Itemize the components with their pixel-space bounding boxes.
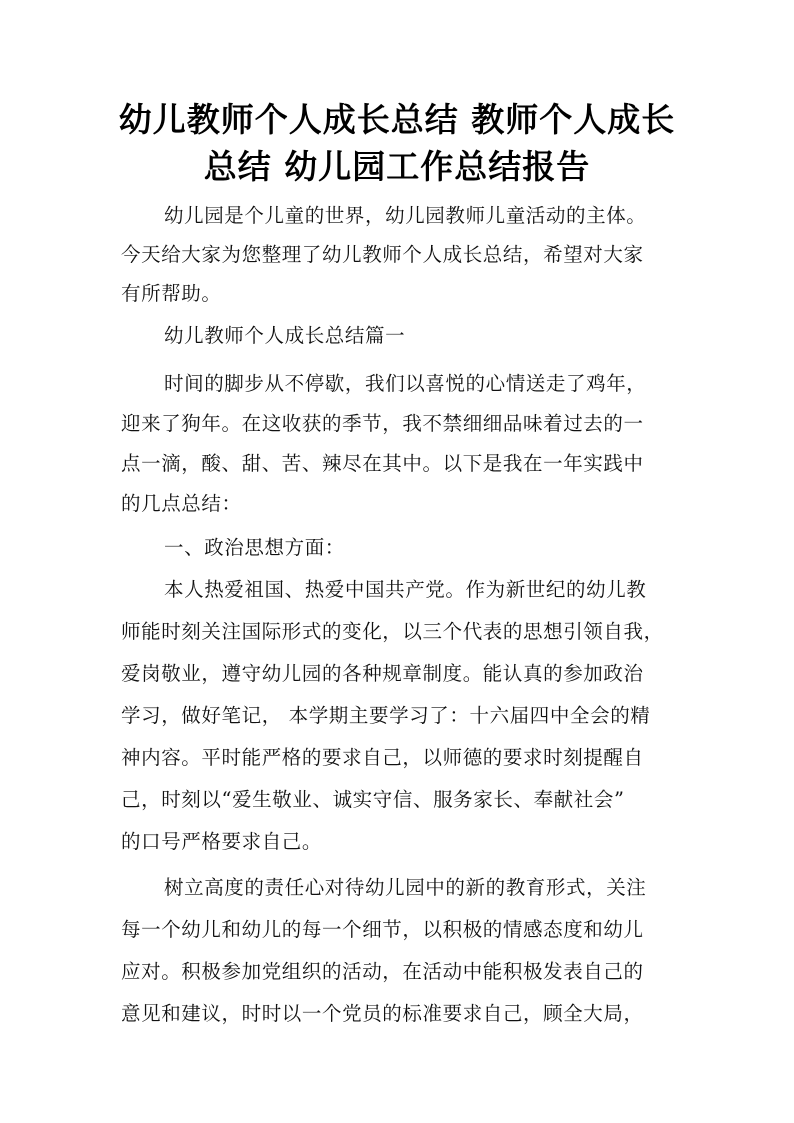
paragraph-line: 今天给大家为您整理了幼儿教师个人成长总结，希望对大家 [121,243,644,266]
paragraph-line: 意见和建议，时时以一个党员的标准要求自己，顾全大局， [121,1002,644,1025]
paragraph-line: 点一滴，酸、甜、苦、辣尽在其中。以下是我在一年实践中 [121,452,644,475]
paragraph-line: 幼儿园是个儿童的世界，幼儿园教师儿童活动的主体。 [164,204,647,227]
paragraph-line: 应对。积极参加党组织的活动，在活动中能积极发表自己的 [121,960,644,983]
section-heading: 一、政治思想方面： [164,536,345,559]
paragraph-line: 本人热爱祖国、热爱中国共产党。作为新世纪的幼儿教 [164,578,647,601]
paragraph-line: 树立高度的责任心对待幼儿园中的新的教育形式，关注 [164,876,647,899]
paragraph-line: 师能时刻关注国际形式的变化，以三个代表的思想引领自我， [121,620,664,643]
document-title-line-2: 总结 幼儿园工作总结报告 [203,147,591,186]
document-title-line-1: 幼儿教师个人成长总结 教师个人成长 [118,100,676,139]
paragraph-line: 神内容。平时能严格的要求自己，以师德的要求时刻提醒自 [121,746,644,769]
paragraph-line: 爱岗敬业，遵守幼儿园的各种规章制度。能认真的参加政治 [121,662,644,685]
paragraph-line: 己，时刻以“爱生敬业、诚实守信、服务家长、奉献社会” [121,788,625,811]
paragraph-line: 每一个幼儿和幼儿的每一个细节，以积极的情感态度和幼儿 [121,918,644,941]
paragraph-line: 有所帮助。 [121,282,222,305]
section-heading: 幼儿教师个人成长总结篇一 [164,324,406,347]
paragraph-line: 的几点总结： [121,492,242,515]
paragraph-line: 的口号严格要求自己。 [121,830,323,853]
paragraph-line: 迎来了狗年。在这收获的季节，我不禁细细品味着过去的一 [121,412,644,435]
paragraph-line: 学习，做好笔记， 本学期主要学习了：十六届四中全会的精 [121,704,651,727]
paragraph-line: 时间的脚步从不停歇，我们以喜悦的心情送走了鸡年， [164,372,647,395]
